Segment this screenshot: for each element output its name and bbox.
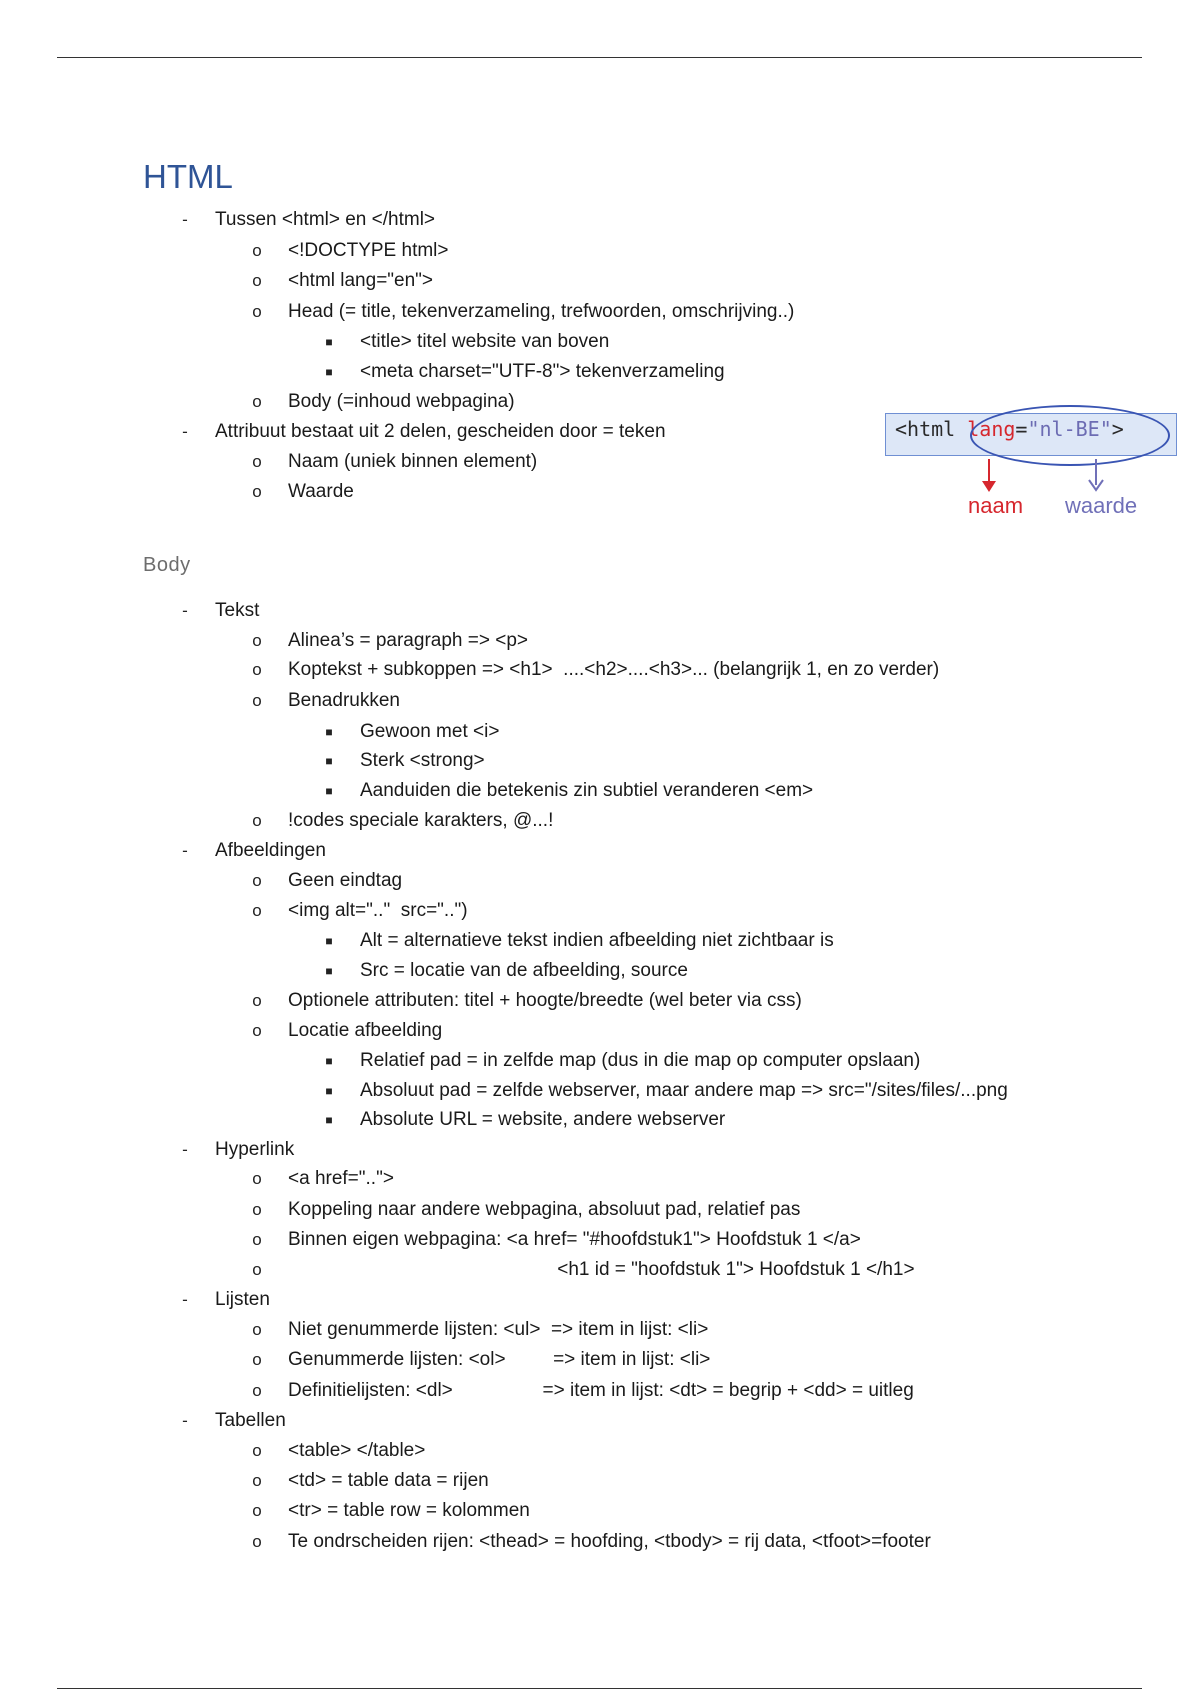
list-item-text: Tabellen <box>215 1410 286 1431</box>
circle-bullet: o <box>252 1169 262 1188</box>
square-bullet: ■ <box>325 335 333 349</box>
list-item <box>252 1497 530 1525</box>
list-item-text: Optionele attributen: titel + hoogte/breedte (wel beter via css) <box>288 990 802 1011</box>
list-item-text: Geen eindtag <box>288 870 403 891</box>
body-heading: Body <box>143 554 191 576</box>
list-item <box>252 1437 426 1465</box>
list-item <box>325 927 834 955</box>
circle-bullet: o <box>252 302 262 321</box>
dash-bullet: - <box>182 1290 188 1309</box>
dash-bullet: - <box>182 422 188 441</box>
circle-bullet: o <box>252 1021 262 1040</box>
circle-bullet: o <box>252 452 262 471</box>
footer-rule <box>57 1688 1142 1689</box>
list-item <box>325 957 688 985</box>
circle-bullet: o <box>252 1200 262 1219</box>
list-item-text: <title> titel website van boven <box>360 331 610 352</box>
list-item-text: <tr> = table row = kolommen <box>288 1500 530 1521</box>
attribute-diagram <box>885 405 1180 530</box>
square-bullet: ■ <box>325 1054 333 1068</box>
circle-bullet: o <box>252 1320 262 1339</box>
list-item-text: Attribuut bestaat uit 2 delen, gescheiden door = teken <box>215 421 666 442</box>
list-item <box>252 656 940 684</box>
list-item-text: Lijsten <box>215 1289 270 1310</box>
list-item-text: Niet genummerde lijsten: <ul> => item in lijst: <li> <box>288 1319 709 1340</box>
circle-bullet: o <box>252 1441 262 1460</box>
name-arrow-head <box>982 481 996 492</box>
list-item-text: Locatie afbeelding <box>288 1020 443 1041</box>
dash-bullet: - <box>182 841 188 860</box>
list-item <box>252 478 354 506</box>
label-waarde: waarde <box>1065 493 1138 518</box>
dash-bullet: - <box>182 1411 188 1430</box>
list-item-text: <td> = table data = rijen <box>288 1470 489 1491</box>
code-value: "nl-BE" <box>1027 417 1112 441</box>
list-item <box>252 1017 443 1045</box>
list-item <box>325 1077 1008 1105</box>
list-item <box>252 448 538 476</box>
dash-bullet: - <box>182 1140 188 1159</box>
list-item-text: Tekst <box>215 600 260 621</box>
header-rule <box>57 57 1142 58</box>
list-item-text: <!DOCTYPE html> <box>288 240 449 261</box>
list-item-text: Tussen <html> en </html> <box>215 209 436 230</box>
list-item-text: Alt = alternatieve tekst indien afbeelding niet zichtbaar is <box>360 930 834 951</box>
list-item <box>252 298 795 326</box>
square-bullet: ■ <box>325 784 333 798</box>
list-item <box>252 687 400 715</box>
dash-bullet: - <box>182 210 188 229</box>
list-item-text: !codes speciale karakters, @...! <box>288 810 554 831</box>
circle-bullet: o <box>252 241 262 260</box>
list-item-text: Alinea’s = paragraph => <p> <box>288 630 528 651</box>
square-bullet: ■ <box>325 725 333 739</box>
list-item <box>325 1047 921 1075</box>
circle-bullet: o <box>252 811 262 830</box>
circle-bullet: o <box>252 1350 262 1369</box>
list-item <box>182 1286 270 1314</box>
list-item <box>182 597 260 625</box>
list-item <box>325 1106 726 1134</box>
code-prefix: <html <box>895 417 968 441</box>
list-item-text: Aanduiden die betekenis zin subtiel veranderen <em> <box>360 780 814 801</box>
circle-bullet: o <box>252 392 262 411</box>
list-item-text: Absoluut pad = zelfde webserver, maar andere map => src="/sites/files/...png <box>360 1080 1008 1101</box>
list-item <box>252 1196 801 1224</box>
circle-bullet: o <box>252 1471 262 1490</box>
list-item <box>252 867 403 895</box>
list-item-text: <a href=".."> <box>288 1168 394 1189</box>
list-item <box>252 1467 489 1495</box>
list-item <box>252 1165 394 1193</box>
list-item <box>252 388 515 416</box>
list-item-text: <meta charset="UTF-8"> tekenverzameling <box>360 361 725 382</box>
list-item <box>252 1346 711 1374</box>
list-item-text: Absolute URL = website, andere webserver <box>360 1109 726 1130</box>
square-bullet: ■ <box>325 964 333 978</box>
square-bullet: ■ <box>325 1113 333 1127</box>
list-item-text: Binnen eigen webpagina: <a href= "#hoofdstuk1"> Hoofdstuk 1 </a> <box>288 1229 861 1250</box>
list-item-text: <img alt=".." src="..") <box>288 900 468 921</box>
circle-bullet: o <box>252 1230 262 1249</box>
list-item <box>252 1256 915 1284</box>
square-bullet: ■ <box>325 754 333 768</box>
list-item-text: <table> </table> <box>288 1440 426 1461</box>
list-item-text: Sterk <strong> <box>360 750 485 771</box>
list-item <box>252 1377 914 1405</box>
list-item-text: Definitielijsten: <dl> => item in lijst: <dt> = begrip + <dd> = uitleg <box>288 1380 914 1401</box>
list-item-text: <html lang="en"> <box>288 270 434 291</box>
list-item-text: Body (=inhoud webpagina) <box>288 391 515 412</box>
list-item-text: Genummerde lijsten: <ol> => item in lijst: <li> <box>288 1349 711 1370</box>
circle-bullet: o <box>252 1532 262 1551</box>
list-item <box>182 1136 295 1164</box>
list-item <box>252 1528 931 1556</box>
dash-bullet: - <box>182 601 188 620</box>
list-item-text: Te ondrscheiden rijen: <thead> = hoofding, <tbody> = rij data, <tfoot>=footer <box>288 1531 931 1552</box>
square-bullet: ■ <box>325 934 333 948</box>
list-item-text: Gewoon met <i> <box>360 721 500 742</box>
circle-bullet: o <box>252 1260 262 1279</box>
list-item <box>252 987 802 1015</box>
list-item <box>252 807 554 835</box>
list-item-text: Benadrukken <box>288 690 400 711</box>
circle-bullet: o <box>252 1501 262 1520</box>
list-item-text: Relatief pad = in zelfde map (dus in die map op computer opslaan) <box>360 1050 921 1071</box>
list-item-text: <h1 id = "hoofdstuk 1"> Hoofdstuk 1 </h1> <box>288 1259 915 1280</box>
circle-bullet: o <box>252 871 262 890</box>
list-item <box>325 747 485 775</box>
circle-bullet: o <box>252 660 262 679</box>
list-item <box>252 897 468 925</box>
circle-bullet: o <box>252 991 262 1010</box>
list-item <box>252 267 434 295</box>
list-item-text: Waarde <box>288 481 354 502</box>
list-item <box>252 627 528 655</box>
page-title: HTML <box>143 158 233 195</box>
list-item <box>182 418 666 446</box>
code-eq: = <box>1015 417 1028 441</box>
list-item <box>182 837 326 865</box>
list-item <box>252 237 449 265</box>
list-item-text: Hyperlink <box>215 1139 295 1160</box>
circle-bullet: o <box>252 482 262 501</box>
list-item-text: Koptekst + subkoppen => <h1> ....<h2>....<h3>... (belangrijk 1, en zo verder) <box>288 659 940 680</box>
list-item-text: Src = locatie van de afbeelding, source <box>360 960 688 981</box>
list-item <box>182 1407 286 1435</box>
circle-bullet: o <box>252 1381 262 1400</box>
list-item-text: Naam (uniek binnen element) <box>288 451 538 472</box>
list-item-text: Head (= title, tekenverzameling, trefwoorden, omschrijving..) <box>288 301 795 322</box>
circle-bullet: o <box>252 271 262 290</box>
list-item <box>325 718 500 746</box>
square-bullet: ■ <box>325 365 333 379</box>
list-item-text: Koppeling naar andere webpagina, absoluut pad, relatief pas <box>288 1199 801 1220</box>
list-item <box>325 358 725 386</box>
circle-bullet: o <box>252 631 262 650</box>
list-item <box>252 1316 709 1344</box>
circle-bullet: o <box>252 691 262 710</box>
list-item-text: Afbeeldingen <box>215 840 326 861</box>
list-item <box>252 1226 861 1254</box>
circle-bullet: o <box>252 901 262 920</box>
list-item <box>182 206 436 234</box>
list-item <box>325 328 610 356</box>
code-suffix: > <box>1111 417 1124 441</box>
list-item <box>325 777 814 805</box>
square-bullet: ■ <box>325 1084 333 1098</box>
label-naam: naam <box>968 493 1024 518</box>
code-attr: lang <box>967 417 1016 441</box>
